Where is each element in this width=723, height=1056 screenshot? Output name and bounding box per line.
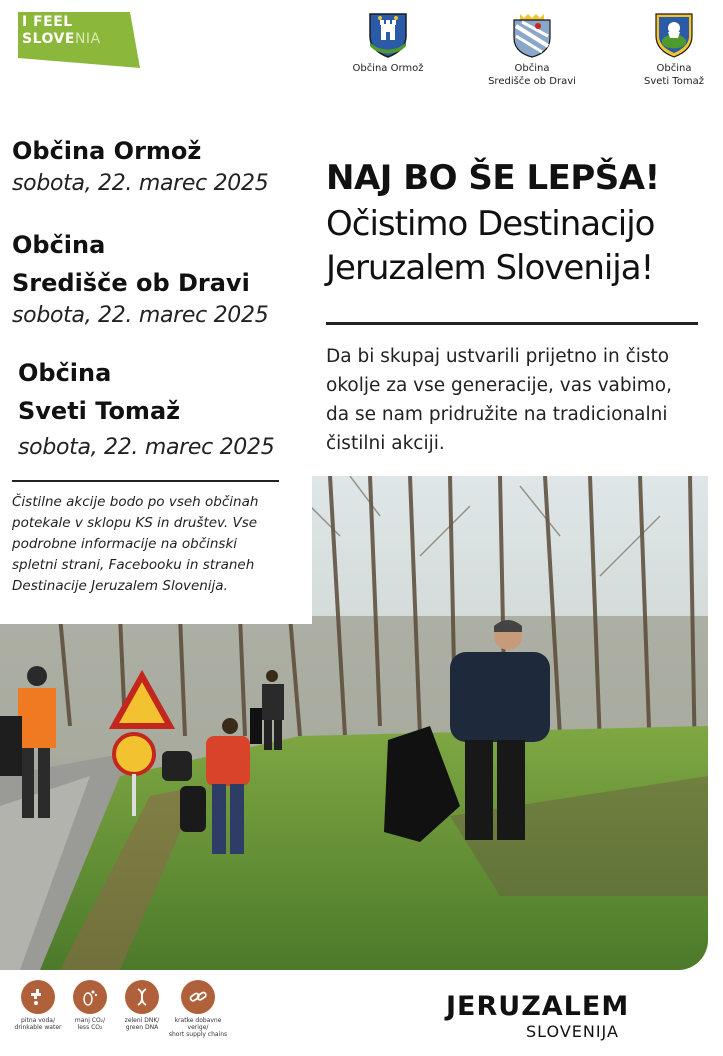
ormoz-coat-of-arms-icon: [368, 12, 408, 58]
jeruzalem-wordmark: JERUZALEM: [446, 991, 630, 1022]
tap-icon: [21, 980, 55, 1014]
info-line: spletni strani, Facebooku in straneh: [12, 557, 255, 573]
footer-feature-line1: pitna voda/: [21, 1017, 55, 1024]
headline-divider: [326, 322, 698, 325]
crest-sredisce: [476, 12, 588, 88]
footprint-icon: [73, 980, 107, 1014]
location-title-line2: Sveti Tomaž: [18, 397, 181, 425]
location-sveti-tomaz: [18, 354, 318, 462]
location-date: sobota, 22. marec 2025: [12, 171, 269, 196]
location-title-line2: Središče ob Dravi: [12, 269, 250, 297]
location-title: Občina: [18, 359, 112, 387]
logo-line-1: I FEEL: [22, 14, 73, 30]
footer-feature-line1: zeleni DNK/: [124, 1017, 160, 1024]
i-feel-slovenia-logo: [18, 12, 140, 68]
jeruzalem-slovenija-logo: [446, 992, 646, 1042]
logo-line-2b: NIA: [74, 31, 101, 47]
dna-icon: [125, 980, 159, 1014]
location-title: Občina: [12, 231, 106, 259]
crest-label-line1: Občina Ormož: [352, 63, 424, 74]
intro-paragraph: [326, 342, 721, 458]
slovenija-wordmark: SLOVENIJA: [526, 1022, 619, 1041]
sveti-tomaz-coat-of-arms-icon: [654, 12, 694, 58]
footer-feature-water: [8, 980, 68, 1031]
intro-line: čistilni akciji.: [326, 433, 445, 454]
headline-sub-line1: Očistimo Destinacijo: [326, 204, 655, 244]
sredisce-coat-of-arms-icon: [512, 12, 552, 58]
info-divider: [12, 480, 279, 482]
crest-label-line2: Središče ob Dravi: [488, 76, 576, 87]
location-title: Občina Ormož: [12, 137, 202, 165]
footer-feature-line1: kratke dobavne verige/: [174, 1017, 222, 1031]
footer-feature-line1: manj CO₂/: [74, 1017, 106, 1024]
footer-feature-line2: short supply chains: [168, 1031, 228, 1038]
intro-line: okolje za vse generacije, vas vabimo,: [326, 375, 672, 396]
info-line: potekale v sklopu KS in društev. Vse: [12, 515, 258, 531]
logo-line-2a: SLOVE: [22, 31, 75, 47]
info-line: podrobne informacije na občinski: [12, 536, 238, 552]
crest-ormoz: [340, 12, 436, 75]
info-box: [0, 476, 312, 624]
headline-block: [326, 158, 716, 290]
chain-icon: [181, 980, 215, 1014]
footer-feature-dna: [112, 980, 172, 1031]
headline-main: NAJ BO ŠE LEPŠA!: [326, 158, 660, 198]
location-sredisce: [12, 226, 312, 330]
footer-feature-line2: green DNA: [125, 1024, 159, 1031]
info-line: Destinacije Jeruzalem Slovenija.: [12, 578, 228, 594]
crest-label-line1: Občina: [656, 63, 692, 74]
intro-line: da se nam pridružite na tradicionalni: [326, 404, 668, 425]
headline-sub-line2: Jeruzalem Slovenija!: [326, 248, 654, 288]
info-line: Čistilne akcije bodo po vseh občinah: [12, 494, 259, 510]
footer-feature-line2: less CO₂: [77, 1024, 103, 1031]
footer-feature-supply: [166, 980, 230, 1038]
crest-sveti-tomaz: [628, 12, 720, 88]
location-ormoz: [12, 132, 312, 198]
crest-label-line2: Sveti Tomaž: [644, 76, 704, 87]
footer-feature-line2: drinkable water: [14, 1024, 62, 1031]
intro-line: Da bi skupaj ustvarili prijetno in čisto: [326, 346, 670, 367]
footer-feature-co2: [60, 980, 120, 1031]
location-date: sobota, 22. marec 2025: [12, 303, 269, 328]
crest-label-line1: Občina: [514, 63, 550, 74]
location-date: sobota, 22. marec 2025: [18, 435, 275, 460]
